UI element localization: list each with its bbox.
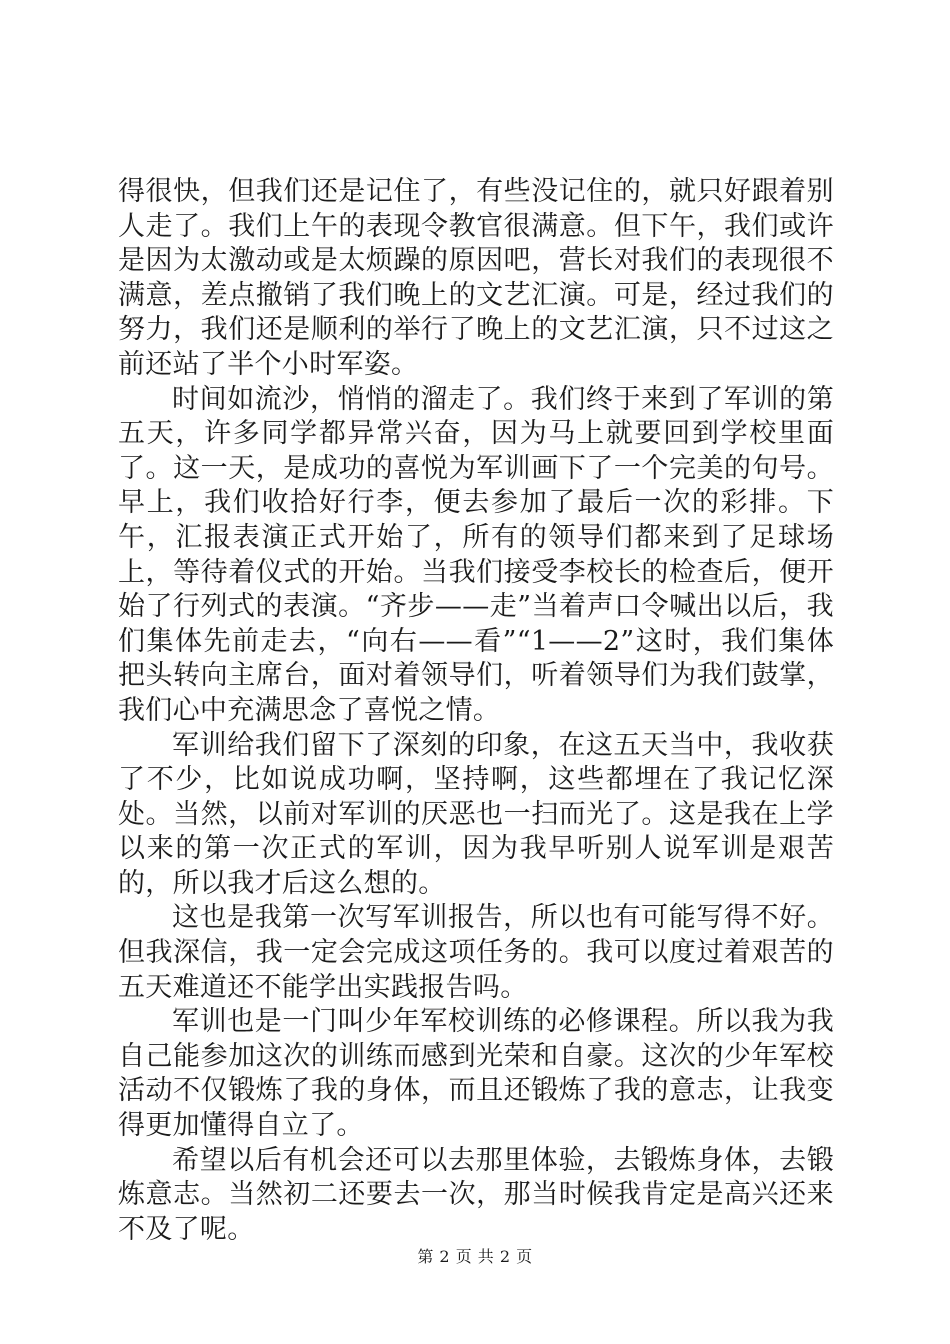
paragraph-2: 时间如流沙，悄悄的溜走了。我们终于来到了军训的第五天，许多同学都异常兴奋，因为马上就要回到学校里面了。这一天，是成功的喜悦为军训画下了一个完美的句号。早上，我们收拾好行李，便去参加了最后一次的彩排。下午，汇报表演正式开始了，所有的领导们都来到了足球场上，等待着仪式的开始。当我们接受李校长的检查后，便开始了行列式的表演。“齐步——走”当着声口令喊出以后，我们集体先前走去，“向右——看”“1——2”这时，我们集体把头转向主席台，面对着领导们，听着领导们为我们鼓掌，我们心中充满思念了喜悦之情。 [118, 383, 834, 726]
paragraph-4: 这也是我第一次写军训报告，所以也有可能写得不好。但我深信，我一定会完成这项任务的。我可以度过着艰苦的五天难道还不能学出实践报告吗。 [118, 902, 834, 1003]
paragraph-3: 军训给我们留下了深刻的印象，在这五天当中，我收获了不少，比如说成功啊，坚持啊，这些都埋在了我记忆深处。当然，以前对军训的厌恶也一扫而光了。这是我在上学以来的第一次正式的军训，因为我早听别人说军训是艰苦的，所以我才后这么想的。 [118, 729, 834, 899]
paragraph-1: 得很快，但我们还是记住了，有些没记住的，就只好跟着别人走了。我们上午的表现令教官很满意。但下午，我们或许是因为太激动或是太烦躁的原因吧，营长对我们的表现很不满意，差点撤销了我们晚上的文艺汇演。可是，经过我们的努力，我们还是顺利的举行了晚上的文艺汇演，只不过这之前还站了半个小时军姿。 [118, 176, 834, 380]
page-number-footer: 第 2 页 共 2 页 [417, 1247, 533, 1266]
document-body [118, 175, 834, 1247]
paragraph-5: 军训也是一门叫少年军校训练的必修课程。所以我为我自己能参加这次的训练而感到光荣和自豪。这次的少年军校活动不仅锻炼了我的身体，而且还锻炼了我的意志，让我变得更加懂得自立了。 [118, 1006, 834, 1142]
paragraph-6: 希望以后有机会还可以去那里体验，去锻炼身体，去锻炼意志。当然初二还要去一次，那当时候我肯定是高兴还来不及了呢。 [118, 1144, 834, 1245]
